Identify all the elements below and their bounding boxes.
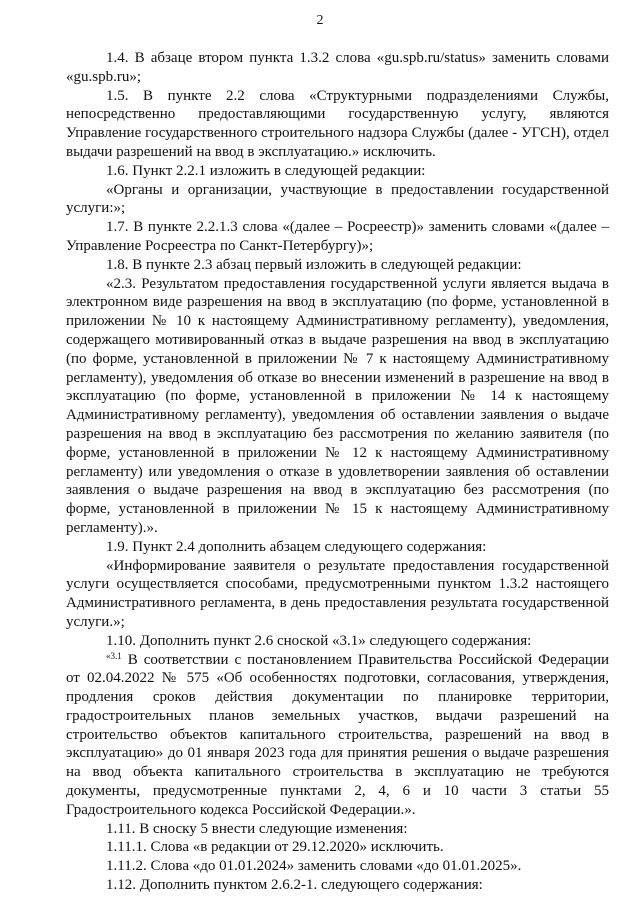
paragraph-1-4: 1.4. В абзаце втором пункта 1.3.2 слова «gu.spb.ru/status» заменить словами «gu.spb.ru»; xyxy=(66,50,609,85)
footnote-marker: «3.1 xyxy=(106,650,122,661)
page-number: 2 xyxy=(316,13,324,28)
paragraph-1-10: 1.10. Дополнить пункт 2.6 сноской «3.1» следующего содержания: xyxy=(106,632,532,649)
paragraph-2-3-quote: «2.3. Результатом предоставления государственной услуги является выдача в электронном виде разрешения на ввод в эксплуатацию (по форме, установленной в приложении № 10 к настоящему Административному регламенту), уведомления, содержащего мотивированный отказ в выдаче разрешения на ввод в эксплуатацию (по форме, установленной в приложении № 7 к настоящему Административному регламенту), уведомления об отказе во внесении изменений в разрешение на ввод в эксплуатацию (по форме, установленной в приложении № 14 к настоящему Административному регламенту), уведомления об оставлении заявления о выдаче разрешения на ввод в эксплуатацию без рассмотрения по желанию заявителя (по форме, установленной в приложении № 12 к настоящему Административному регламенту) или уведомления о отказе в удовлетворении заявления об оставлении заявления о выдаче разрешения на ввод в эксплуатацию без рассмотрения (по форме, установленной в приложении № 15 к настоящему Административному регламенту).». xyxy=(66,275,609,536)
document-body xyxy=(66,49,609,895)
paragraph-1-5: 1.5. В пункте 2.2 слова «Структурными подразделениями Службы, непосредственно предоставляющими государственную услугу, являются Управление государственного строительного надзора Службы (далее - УГСН), отдел выдачи разрешений на ввод в эксплуатацию.» исключить. xyxy=(66,87,609,160)
paragraph-1-12: 1.12. Дополнить пунктом 2.6.2-1. следующего содержания: xyxy=(106,877,483,894)
paragraph-1-6-quote: «Органы и организации, участвующие в предоставлении государственной услуги:»; xyxy=(66,181,609,217)
paragraph-1-11-2: 1.11.2. Слова «до 01.01.2024» заменить словами «до 01.01.2025». xyxy=(106,858,522,875)
paragraph-1-11: 1.11. В сноску 5 внести следующие изменения: xyxy=(106,820,408,837)
paragraph-1-6: 1.6. Пункт 2.2.1 изложить в следующей редакции: xyxy=(106,162,426,179)
footnote-3-1-text: В соответствии с постановлением Правительства Российской Федерации от 02.04.2022 № 575 «Об особенностях подготовки, согласования, утверждения, продления сроков действия документации по планировке территории, градостроительных планов земельных участков, выдачи разрешений на строительство объектов капитального строительства, разрешений на ввод в эксплуатацию» до 01 января 2023 года для принятия решения о выдаче разрешения на ввод объекта капитального строительства в эксплуатацию не требуются документы, предусмотренные пунктами 2, 4, 6 и 10 части 3 статьи 55 Градостроительного кодекса Российской Федерации.». xyxy=(66,651,610,818)
footnote-3-1-paragraph xyxy=(66,651,609,820)
paragraph-1-7: 1.7. В пункте 2.2.1.3 слова «(далее – Росреестр)» заменить словами «(далее – Управление Росреестра по Санкт-Петербургу)»; xyxy=(66,219,609,254)
paragraph-1-8: 1.8. В пункте 2.3 абзац первый изложить в следующей редакции: xyxy=(106,256,522,273)
paragraph-1-9-quote: «Информирование заявителя о результате предоставления государственной услуги осуществляется способами, предусмотренными пунктом 1.3.2 настоящего Административного регламента, в день предоставления результата государственной услуги.»; xyxy=(66,557,609,630)
paragraph-1-11-1: 1.11.1. Слова «в редакции от 29.12.2020» исключить. xyxy=(106,839,444,856)
paragraph-1-9: 1.9. Пункт 2.4 дополнить абзацем следующего содержания: xyxy=(106,538,487,555)
